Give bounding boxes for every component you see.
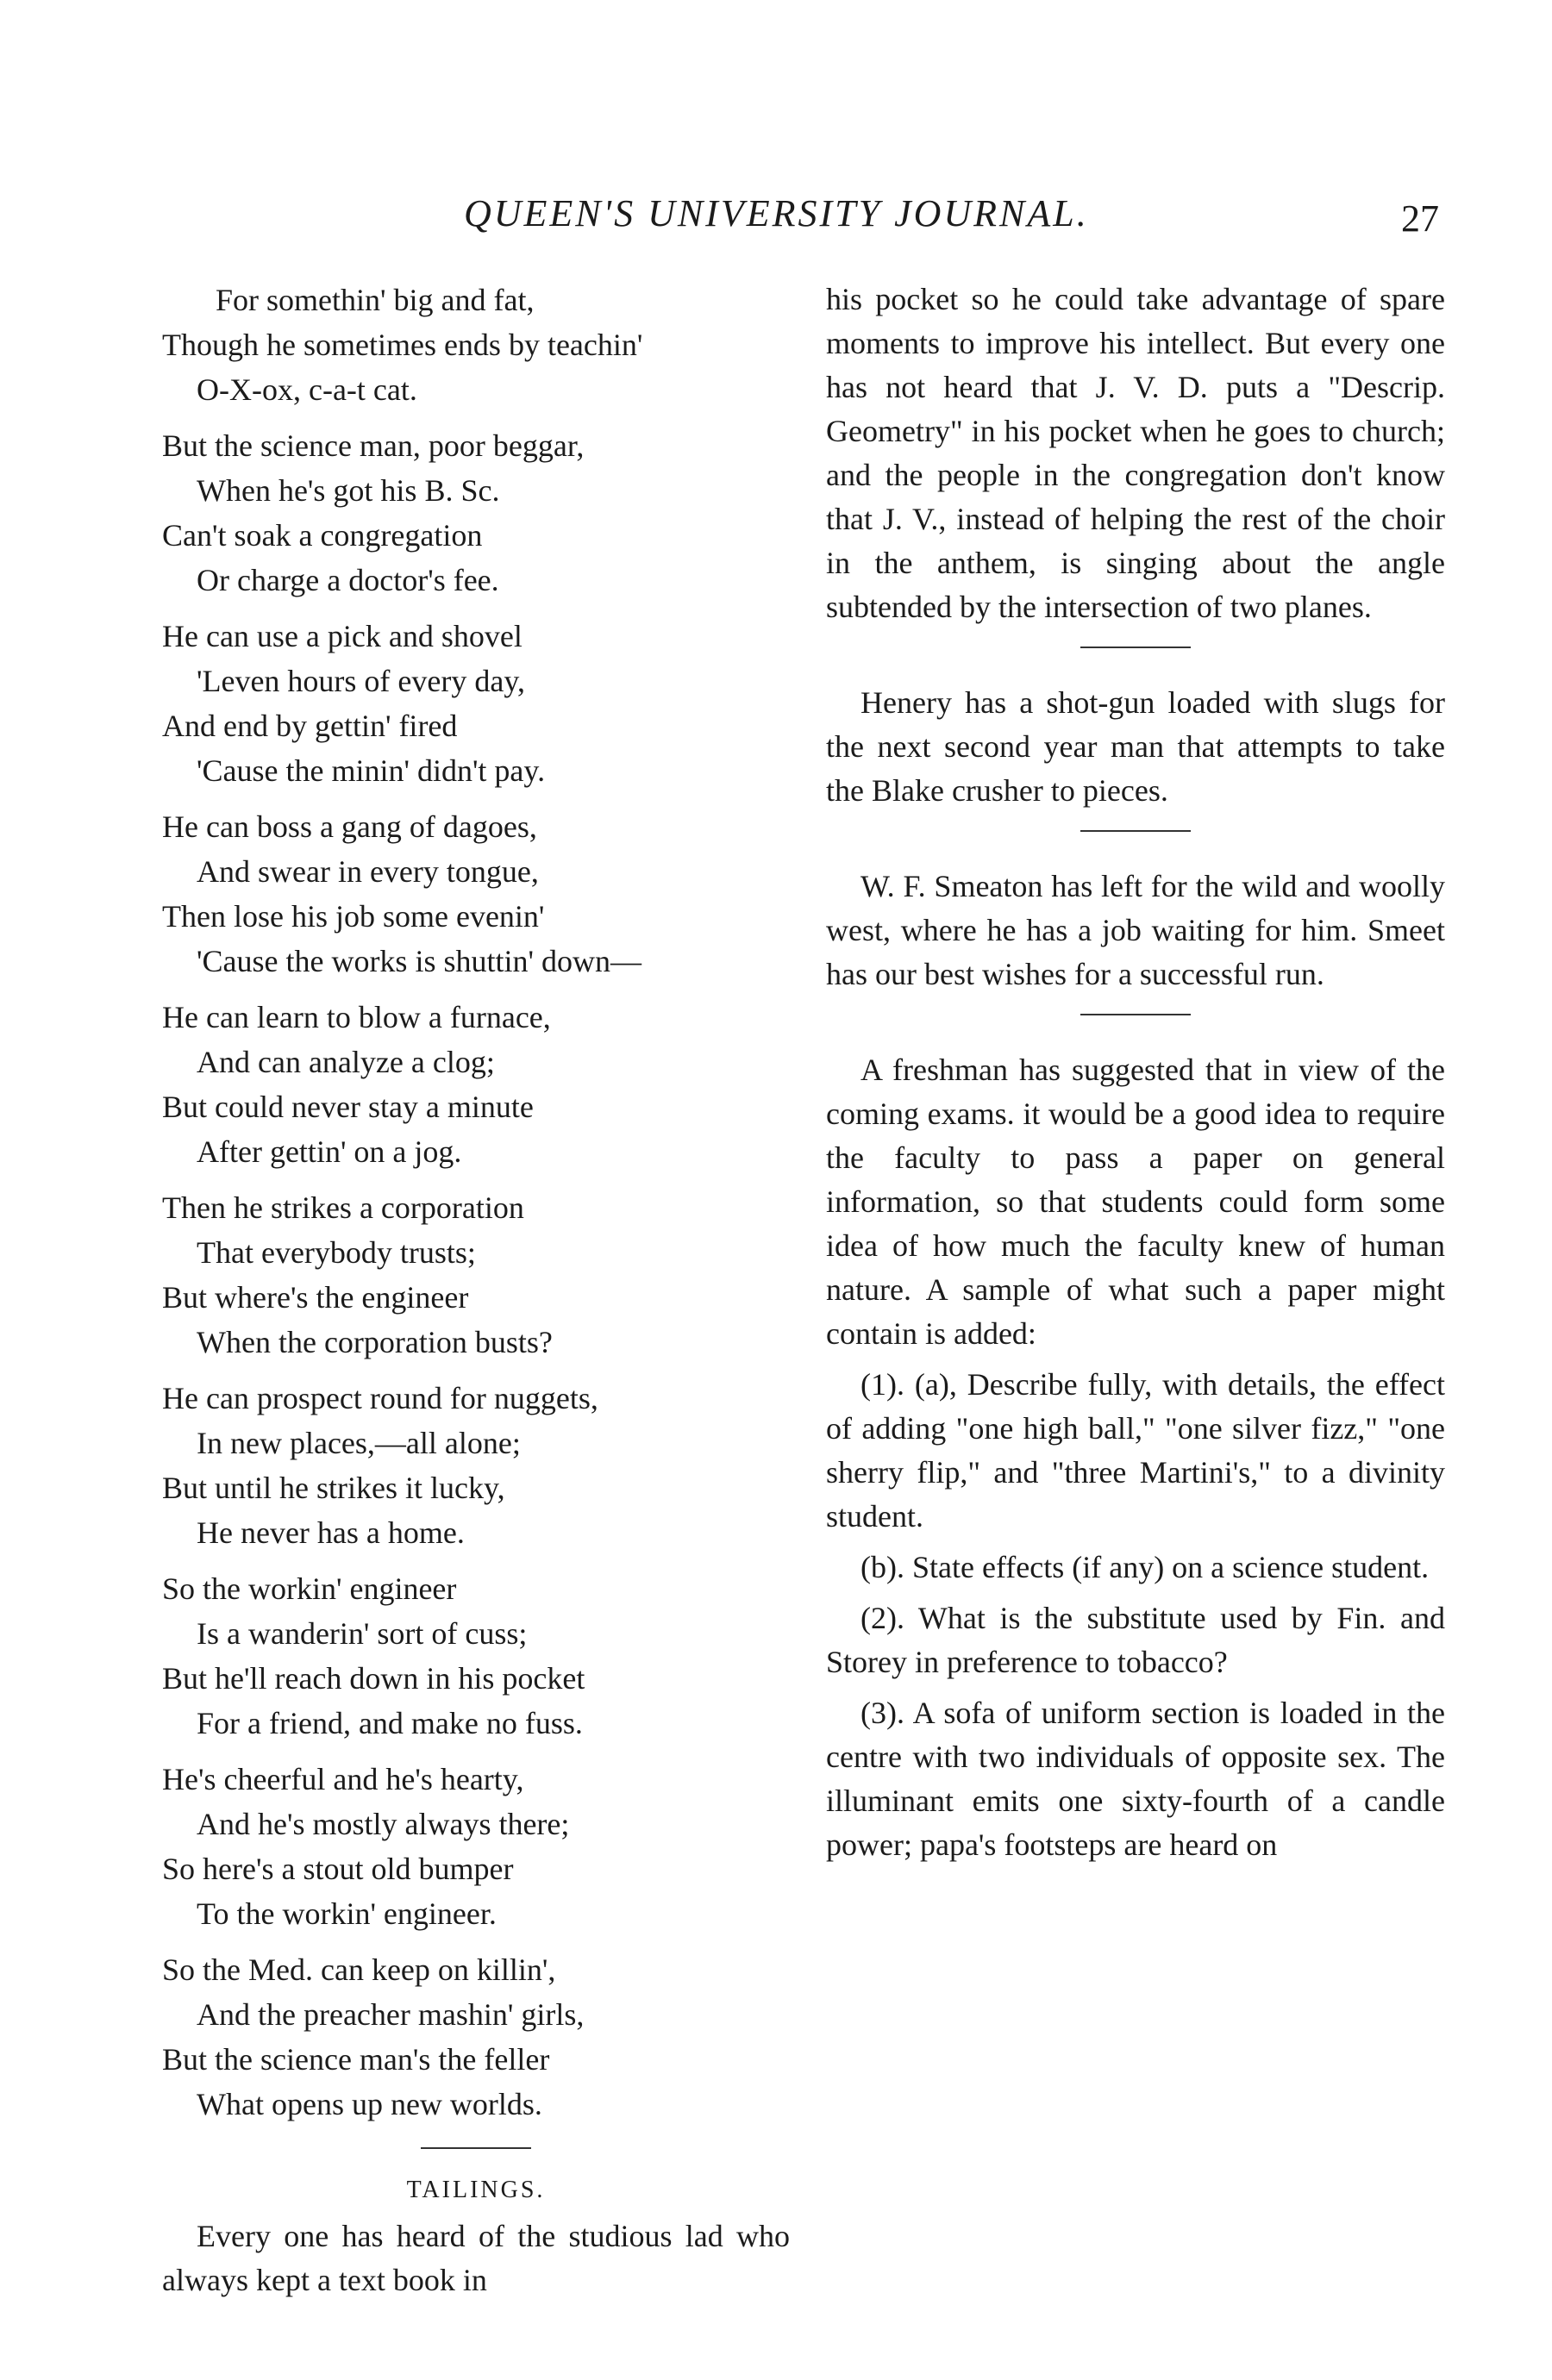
poem-stanza xyxy=(162,1376,790,1555)
poem-line: So here's a stout old bumper xyxy=(162,1852,514,1886)
right-column xyxy=(826,278,1445,1874)
poem-stanza xyxy=(162,1757,790,1936)
poem-line: He can learn to blow a furnace, xyxy=(162,1000,551,1034)
poem-line: Then he strikes a corporation xyxy=(162,1190,524,1225)
poem-stanza xyxy=(162,423,790,603)
poem-stanza xyxy=(162,804,790,984)
poem-line: But the science man's the feller xyxy=(162,2042,550,2077)
question-1a: (1). (a), Describe fully, with details, the effect of adding "one high ball," "one silver fizz," "one sherry flip," and "three Martini's," to a divinity student. xyxy=(826,1367,1445,1534)
poem-line: But could never stay a minute xyxy=(162,1090,534,1124)
tailings-intro: Every one has heard of the studious lad who always kept a text book in xyxy=(162,2219,790,2297)
poem-line: He can boss a gang of dagoes, xyxy=(162,809,537,844)
poem-line: When he's got his B. Sc. xyxy=(197,473,500,508)
poem-line: And he's mostly always there; xyxy=(197,1807,570,1841)
poem-line: He can prospect round for nuggets, xyxy=(162,1381,598,1415)
poem-line: He can use a pick and shovel xyxy=(162,619,523,653)
section-divider xyxy=(1080,830,1191,832)
poem-line: Can't soak a congregation xyxy=(162,518,483,553)
poem-line: After gettin' on a jog. xyxy=(197,1134,462,1169)
poem-stanza xyxy=(162,1566,790,1746)
poem-line: And can analyze a clog; xyxy=(197,1045,495,1079)
poem-line: And the preacher mashin' girls, xyxy=(197,1997,585,2032)
page-number: 27 xyxy=(1401,197,1439,240)
poem-line: He's cheerful and he's hearty, xyxy=(162,1762,524,1796)
poem-line: So the workin' engineer xyxy=(162,1571,457,1606)
poem-line: 'Cause the minin' didn't pay. xyxy=(197,753,546,788)
poem-line: Is a wanderin' sort of cuss; xyxy=(197,1616,528,1651)
poem-line: To the workin' engineer. xyxy=(197,1896,497,1931)
poem-line: So the Med. can keep on killin', xyxy=(162,1952,556,1987)
question-1b: (b). State effects (if any) on a science student. xyxy=(860,1550,1430,1584)
poem-line: But until he strikes it lucky, xyxy=(162,1471,505,1505)
poem-line: And end by gettin' fired xyxy=(162,709,458,743)
studious-lad-paragraph: his pocket so he could take advantage of spare moments to improve his intellect. But every one has not heard that J. V. D. puts a "Descrip. Geometry" in his pocket when he goes to church; and the people in the congregation don't know that J. V., instead of helping the rest of the choir in the anthem, is singing about the angle subtended by the intersection of two planes. xyxy=(826,282,1445,624)
poem-line: What opens up new worlds. xyxy=(197,2087,542,2121)
poem-stanza xyxy=(162,278,790,412)
poem-line: For a friend, and make no fuss. xyxy=(197,1706,583,1740)
left-column xyxy=(162,278,790,2309)
question-3: (3). A sofa of uniform section is loaded in the centre with two individuals of opposite sex. The illuminant emits one sixty-fourth of a candle power; papa's footsteps are heard on xyxy=(826,1696,1445,1862)
poem-line: Then lose his job some evenin' xyxy=(162,899,545,934)
poem-line: But the science man, poor beggar, xyxy=(162,428,585,463)
poem-stanza xyxy=(162,1947,790,2127)
poem-line: 'Leven hours of every day, xyxy=(197,664,526,698)
tailings-heading: TAILINGS. xyxy=(406,2177,546,2203)
poem-stanza xyxy=(162,614,790,793)
poem-line: When the corporation busts? xyxy=(197,1325,553,1359)
freshman-paragraph: A freshman has suggested that in view of the coming exams. it would be a good idea to require the faculty to pass a paper on general information, so that students could form some idea of how much the faculty knew of human nature. A sample of what such a paper might contain is added: xyxy=(826,1053,1445,1351)
section-divider xyxy=(421,2147,531,2149)
poem-line: For somethin' big and fat, xyxy=(216,283,535,317)
poem-line: He never has a home. xyxy=(197,1515,465,1550)
poem-stanza xyxy=(162,995,790,1174)
poem-line: But he'll reach down in his pocket xyxy=(162,1661,585,1696)
journal-title: QUEEN'S UNIVERSITY JOURNAL. xyxy=(464,192,1089,234)
poem-line: Though he sometimes ends by teachin' xyxy=(162,328,643,362)
poem-line: In new places,—all alone; xyxy=(197,1426,521,1460)
poem-line: Or charge a doctor's fee. xyxy=(197,563,499,597)
section-divider xyxy=(1080,647,1191,648)
poem-line: And swear in every tongue, xyxy=(197,854,539,889)
poem-line: O-X-ox, c-a-t cat. xyxy=(197,372,417,407)
smeaton-paragraph: W. F. Smeaton has left for the wild and woolly west, where he has a job waiting for him. Smeet has our best wishes for a successful run. xyxy=(826,869,1445,991)
henery-paragraph: Henery has a shot-gun loaded with slugs for the next second year man that attempts to take the Blake crusher to pieces. xyxy=(826,685,1445,808)
poem-stanza xyxy=(162,1185,790,1365)
section-divider xyxy=(1080,1014,1191,1015)
poem-line: That everybody trusts; xyxy=(197,1235,476,1270)
question-2: (2). What is the substitute used by Fin. and Storey in preference to tobacco? xyxy=(826,1601,1445,1679)
poem-line: But where's the engineer xyxy=(162,1280,469,1315)
page-header xyxy=(0,191,1552,243)
poem-line: 'Cause the works is shuttin' down— xyxy=(197,944,641,978)
